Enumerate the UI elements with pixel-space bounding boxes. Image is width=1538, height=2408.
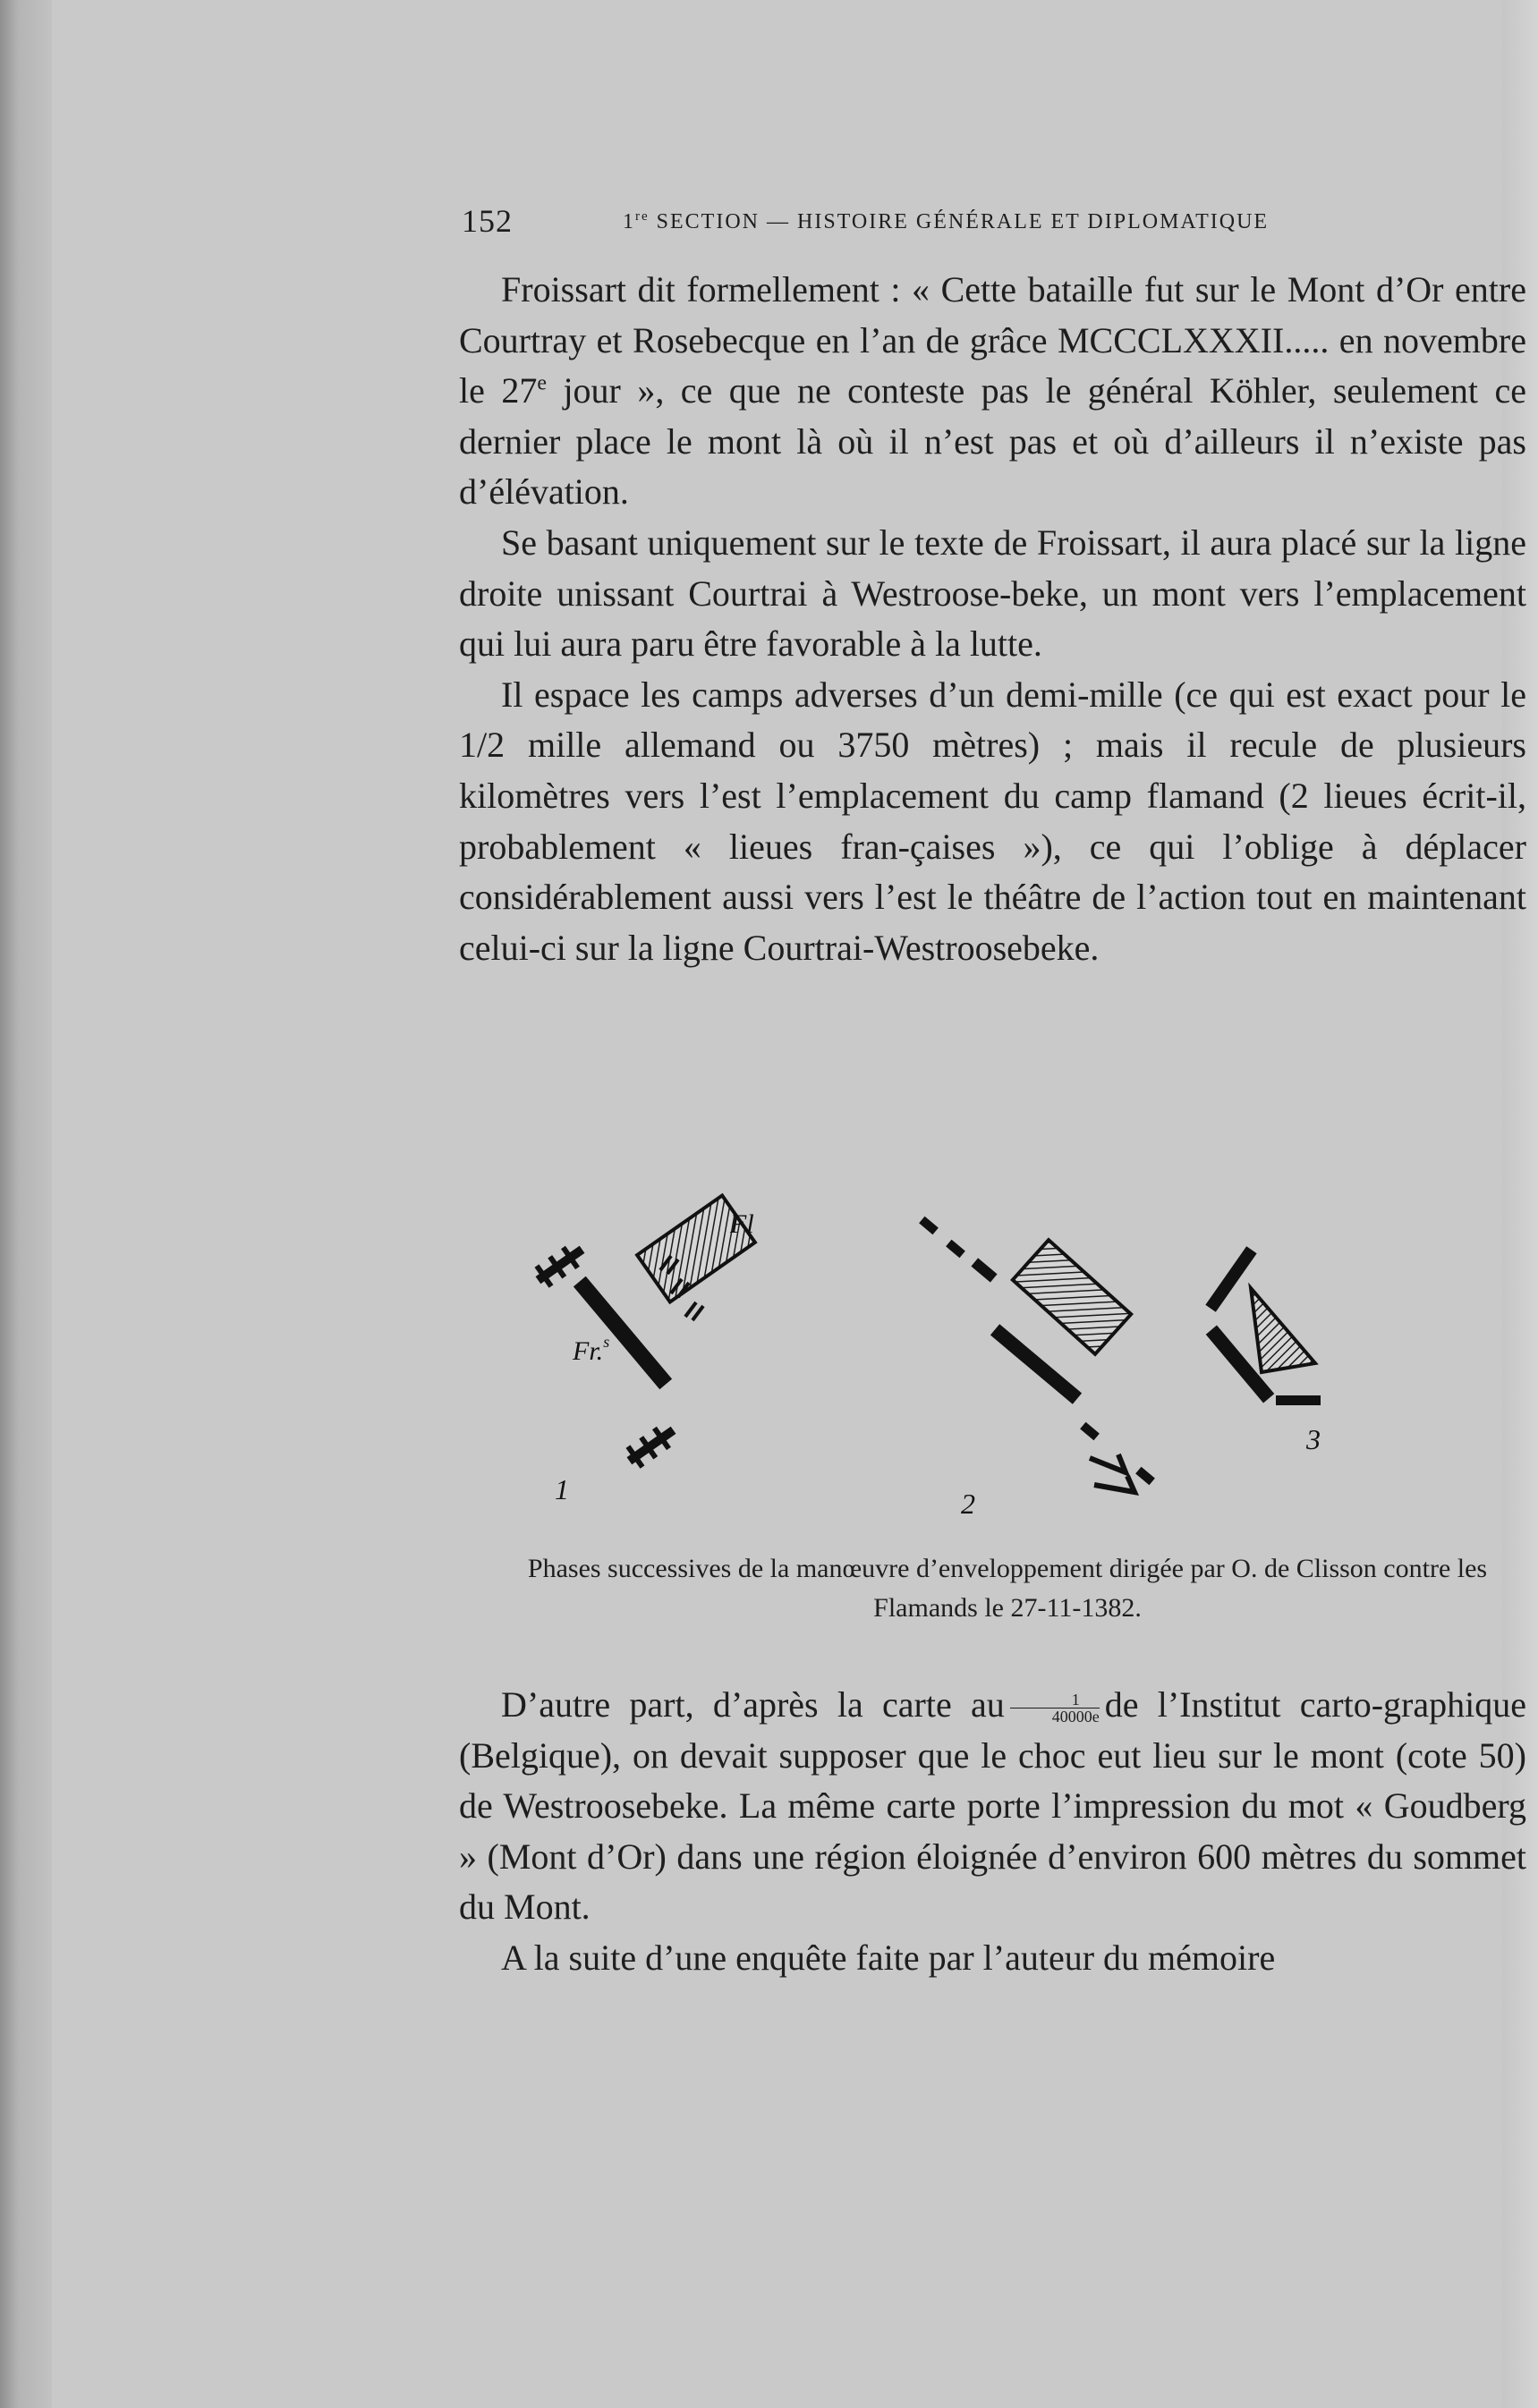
french-wing-mark-phase2 <box>1080 1422 1100 1441</box>
french-main-line <box>574 1276 672 1389</box>
french-center-line-phase2 <box>990 1324 1082 1403</box>
cavalry-mark <box>1135 1467 1155 1486</box>
text-block-bottom <box>459 1680 1526 1984</box>
running-header <box>462 202 1526 238</box>
phase-2-diagram <box>919 1217 1155 1520</box>
scout-mark-3 <box>971 1258 997 1282</box>
flemish-block-phase2 <box>1013 1240 1131 1354</box>
french-wing-upper-phase3 <box>1205 1246 1256 1312</box>
figure-caption: Phases successives de la manœuvre d’enveloppement dirigée par O. de Clisson contre les Flamands le 27-11-1382. <box>527 1554 1488 1623</box>
phase-3-number: 3 <box>1306 1423 1321 1455</box>
cavalry-envelopment-arrows <box>1090 1454 1134 1492</box>
paragraph-5: A la suite d’une enquête faite par l’auteur du mémoire <box>501 1937 1276 1978</box>
scale-fraction: $\frac{1}{40000e}$ <box>1010 1692 1100 1725</box>
phase-1-diagram <box>531 1196 754 1505</box>
text-block-top <box>459 265 1526 973</box>
paragraph-4: D’autre part, d’après la carte au $\frac{1}{40000e}$ de l’Institut carto-graphique (Belgique), on devait supposer que le choc eut lieu sur le mont (cote 50) de Westroosebeke. La même carte porte l’impression du mot « Goudberg » (Mont d’Or) dans une région éloignée d’environ 600 mètres du sommet du Mont. <box>459 1684 1526 1928</box>
book-page <box>52 0 1526 2408</box>
phase-2-number: 2 <box>961 1488 975 1520</box>
scout-mark-1 <box>919 1217 939 1235</box>
paragraph-2: Se basant uniquement sur le texte de Froissart, il aura placé sur la ligne droite unissant Courtrai à Westroose-beke, un mont vers l’emplacement qui lui aura paru être favorable à la lutte. <box>459 521 1526 665</box>
phase-3-diagram <box>1205 1246 1321 1455</box>
scan-binding-edge <box>0 0 52 2408</box>
battle-phases-figure <box>517 1181 1538 1530</box>
label-francais: Fr.$^s$ <box>573 1333 610 1366</box>
section-title: 1re SECTION — HISTOIRE GÉNÉRALE ET DIPLOMATIQUE <box>623 209 1270 233</box>
paragraph-3: Il espace les camps adverses d’un demi-mille (ce qui est exact pour le 1/2 mille allemand ou 3750 mètres) ; mais il recule de plusieurs kilomètres vers l’est l’emplacement du camp flamand (2 lieues écrit-il, probablement « lieues fran-çaises »), ce qui l’oblige à déplacer considérablement aussi vers l’est le théâtre de l’action tout en maintenant celui-ci sur la ligne Courtrai-Westroosebeke. <box>459 674 1526 968</box>
label-flamands: Fl <box>730 1209 754 1239</box>
flemish-block-phase3 <box>1251 1288 1315 1372</box>
french-wing-lower-phase3 <box>1276 1395 1321 1405</box>
page-number: 152 <box>462 203 513 239</box>
paragraph-1: Froissart dit formellement : « Cette bataille fut sur le Mont d’Or entre Courtray et Rosebecque en l’an de grâce MCCCLXXXII..... en novembre le 27e jour », ce que ne conteste pas le général Köhler, seulement ce dernier place le mont là où il n’est pas et où d’ailleurs il n’existe pas d’élévation. <box>459 269 1526 513</box>
french-wing-lower-icon <box>622 1420 680 1471</box>
phase-1-number: 1 <box>555 1473 569 1505</box>
scout-mark-2 <box>946 1240 965 1259</box>
